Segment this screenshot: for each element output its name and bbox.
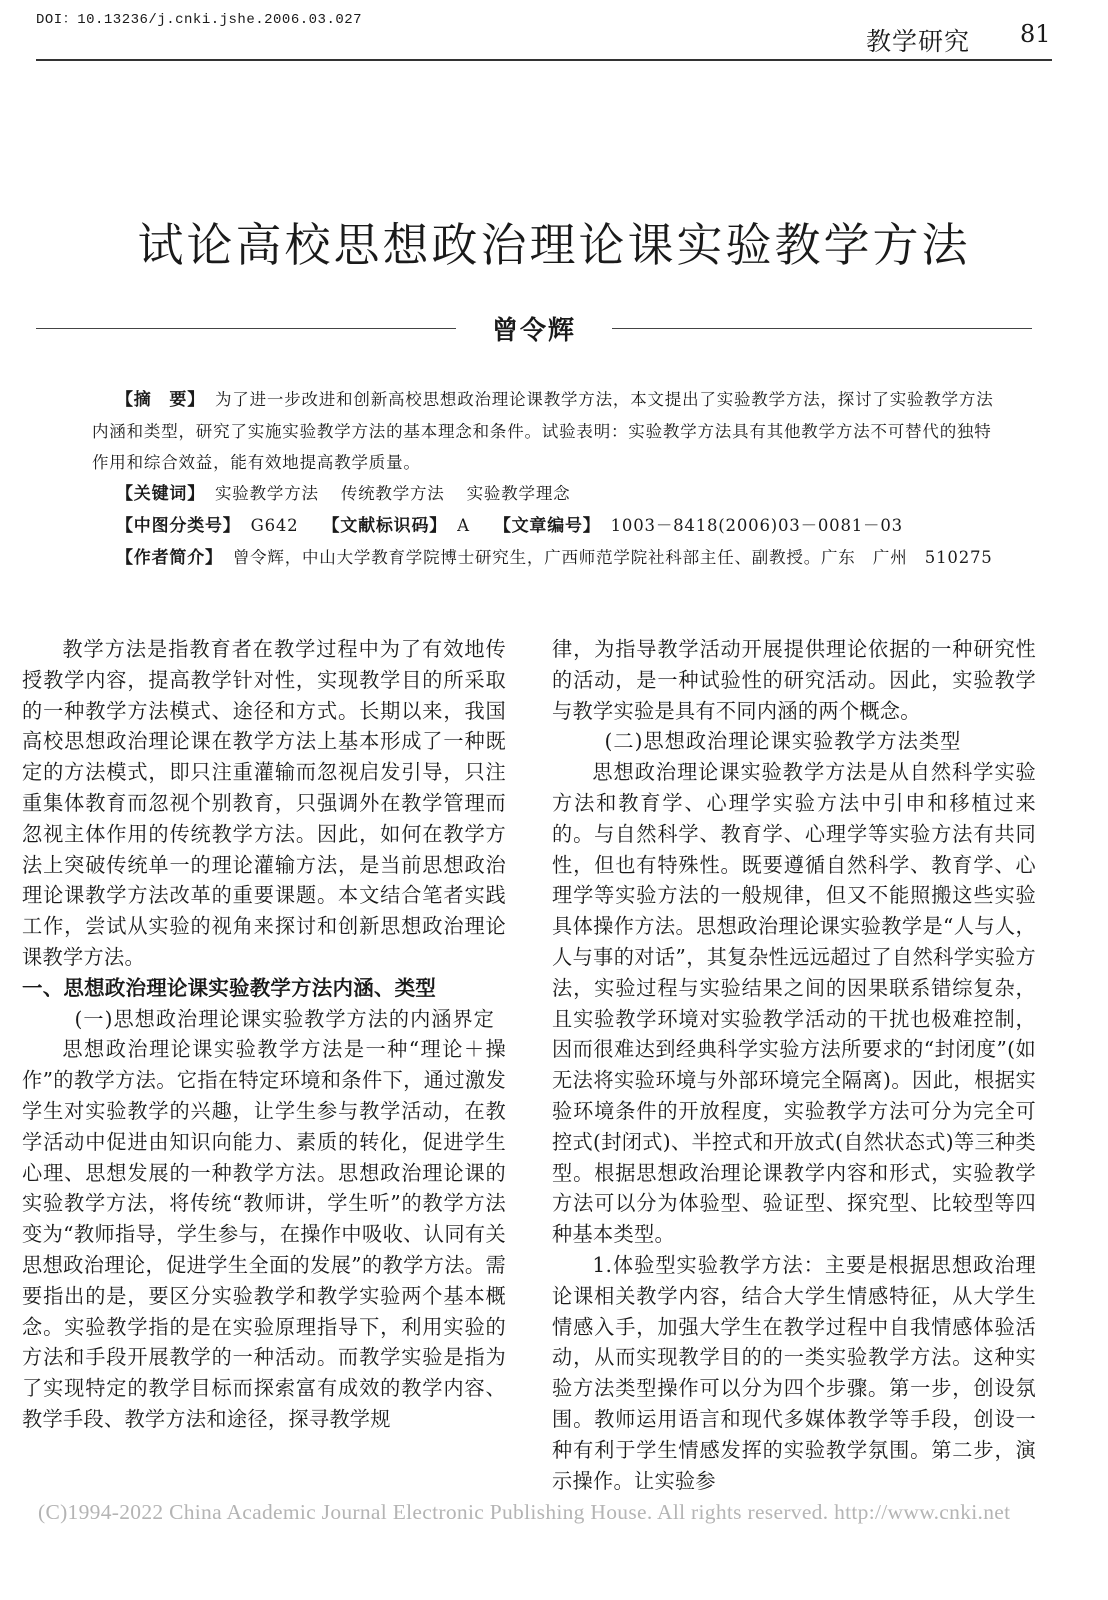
abstract-text: 为了进一步改进和创新高校思想政治理论课教学方法，本文提出了实验教学方法，探讨了实验教学方法内涵和类型，研究了实施实验教学方法的基本理念和条件。试验表明：实验教学方法具有其他教学方法不可替代的独特作用和综合效益，能有效地提高教学质量。 — [92, 390, 994, 472]
page-number: 81 — [1020, 20, 1051, 48]
subsection-heading: (一)思想政治理论课实验教学方法的内涵界定 — [74, 1006, 495, 1031]
section-heading: 一、思想政治理论课实验教学方法内涵、类型 — [22, 975, 436, 1000]
running-section-title: 教学研究 — [866, 27, 971, 56]
abstract-block — [92, 384, 1004, 478]
clc-label: 【中图分类号】 — [116, 516, 241, 536]
author-name: 曾令辉 — [491, 316, 576, 346]
doc-code-value: A — [457, 516, 470, 535]
classification-block — [92, 510, 1028, 542]
clc-value: G642 — [250, 516, 299, 535]
author-info-label: 【作者简介】 — [116, 548, 223, 568]
intro-paragraph: 教学方法是指教育者在教学过程中为了有效地传授教学内容，提高教学针对性，实现教学目的所采取的一种教学方法模式、途径和方式。长期以来，我国高校思想政治理论课在教学方法上基本形成了一种既定的方法模式，即只注重灌输而忽视启发引导，只注重集体教育而忽视个别教育，只强调外在教学管理而忽视主体作用的传统教学方法。因此，如何在教学方法上突破传统单一的理论灌输方法，是当前思想政治理论课教学方法改革的重要课题。本文结合笔者实践工作，尝试从实验的视角来探讨和创新思想政治理论课教学方法。 — [22, 637, 506, 969]
keywords-label: 【关键词】 — [116, 484, 205, 504]
body-paragraph: 1.体验型实验教学方法：主要是根据思想政治理论课相关教学内容，结合大学生情感特征，从大学生情感入手，加强大学生在教学过程中自我情感体验活动，从而实现教学目的的一类实验教学方法。这种实验方法类型操作可以分为四个步骤。第一步，创设氛围。教师运用语言和现代多媒体教学等手段，创设一种有利于学生情感发挥的实验教学氛围。第二步，演示操作。让实验参 — [552, 1252, 1036, 1493]
keywords-block — [92, 478, 1028, 510]
author-info-block — [92, 542, 1004, 574]
body-paragraph: 思想政治理论课实验教学方法是一种“理论＋操作”的教学方法。它指在特定环境和条件下，通过激发学生对实验教学的兴趣，让学生参与教学活动，在教学活动中促进由知识向能力、素质的转化，促进学生心理、思想发展的一种教学方法。思想政治理论课的实验教学方法，将传统“教师讲，学生听”的教学方法变为“教师指导，学生参与，在操作中吸收、认同有关思想政治理论，促进学生全面的发展”的教学方法。需要指出的是，要区分实验教学和教学实验两个基本概念。实验教学指的是在实验原理指导下，利用实验的方法和手段开展教学的一种活动。而教学实验是指为了实现特定的教学目标而探索富有成效的教学内容、教学手段、教学方法和途径，探寻教学规 — [22, 1037, 506, 1431]
body-paragraph: 思想政治理论课实验教学方法是从自然科学实验方法和教育学、心理学实验方法中引申和移植过来的。与自然科学、教育学、心理学等实验方法有共同性，但也有特殊性。既要遵循自然科学、教育学、心理学等实验方法的一般规律，但又不能照搬这些实验具体操作方法。思想政治理论课实验教学是“人与人，人与事的对话”，其复杂性远远超过了自然科学实验方法，实验过程与实验结果之间的因果联系错综复杂，且实验教学环境对实验教学活动的干扰也极难控制，因而很难达到经典科学实验方法所要求的“封闭度”(如无法将实验环境与外部环境完全隔离)。因此，根据实验环境条件的开放程度，实验教学方法可分为完全可控式(封闭式)、半控式和开放式(自然状态式)等三种类型。根据思想政治理论课教学内容和形式，实验教学方法可以分为体验型、验证型、探究型、比较型等四种基本类型。 — [552, 760, 1036, 1247]
doi-line: DOI：10.13236/j.cnki.jshe.2006.03.027 — [36, 12, 363, 28]
article-no-value: 1003－8418(2006)03－0081－03 — [610, 516, 903, 535]
article-title: 试论高校思想政治理论课实验教学方法 — [137, 217, 971, 272]
abstract-label: 【摘 要】 — [116, 390, 205, 410]
doc-code-label: 【文献标识码】 — [322, 516, 448, 536]
subsection-heading: (二)思想政治理论课实验教学方法类型 — [604, 729, 962, 754]
body-column-left — [22, 634, 506, 1435]
copyright-watermark: (C)1994-2022 China Academic Journal Electronic Publishing House. All rights reserved. http://www.cnki.net — [38, 1500, 1011, 1524]
keyword: 传统教学方法 — [340, 484, 445, 503]
body-paragraph-continued: 律，为指导教学活动开展提供理论依据的一种研究性的活动，是一种试验性的研究活动。因此，实验教学与教学实验是具有不同内涵的两个概念。 — [552, 637, 1036, 723]
author-rule-left — [36, 328, 456, 329]
keyword: 实验教学理念 — [466, 484, 571, 503]
author-rule-right — [612, 328, 1032, 329]
article-no-label: 【文章编号】 — [493, 516, 601, 536]
body-column-right — [552, 634, 1036, 1496]
keyword: 实验教学方法 — [215, 484, 319, 503]
author-info-text: 曾令辉，中山大学教育学院博士研究生，广西师范学院社科部主任、副教授。广东 广州 510275 — [232, 548, 993, 567]
header-rule — [36, 59, 1052, 61]
